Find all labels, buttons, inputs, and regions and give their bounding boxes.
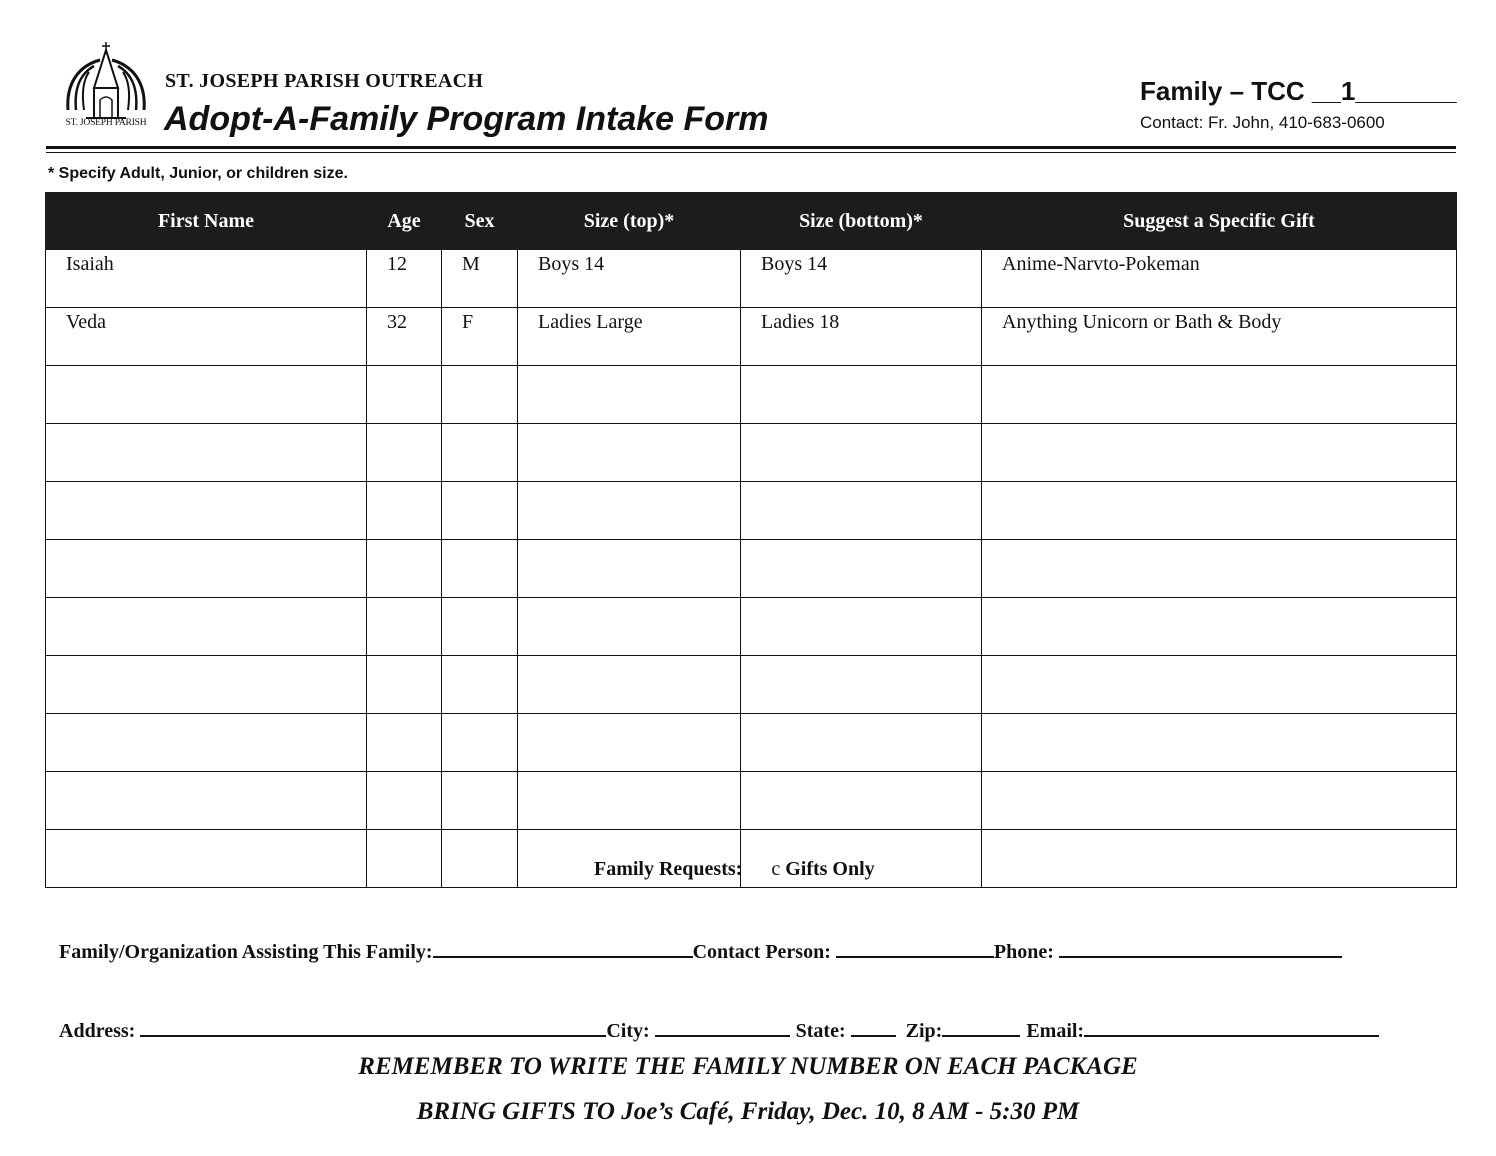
zip-label: Zip: xyxy=(905,1020,943,1042)
gifts-only-label: Gifts Only xyxy=(785,858,875,880)
header-divider xyxy=(46,146,1456,149)
cell-size-bottom[interactable] xyxy=(741,366,982,424)
cell-gift[interactable] xyxy=(982,424,1457,482)
cell-gift[interactable]: Anime-Narvto-Pokeman xyxy=(982,250,1457,308)
cell-first-name[interactable] xyxy=(46,714,367,772)
column-header-age: Age xyxy=(367,193,442,250)
cell-size-top[interactable] xyxy=(518,598,741,656)
zip-field[interactable] xyxy=(942,1015,1020,1037)
cell-size-bottom[interactable] xyxy=(741,424,982,482)
cell-size-top[interactable] xyxy=(518,772,741,830)
cell-first-name[interactable] xyxy=(46,656,367,714)
family-members-table xyxy=(45,192,1457,888)
cell-size-bottom[interactable] xyxy=(741,540,982,598)
cell-gift[interactable] xyxy=(982,714,1457,772)
city-label: City: xyxy=(606,1020,650,1042)
table-row xyxy=(46,714,1457,772)
cell-sex[interactable]: F xyxy=(442,308,518,366)
assisting-family-label: Family/Organization Assisting This Family: xyxy=(59,941,433,963)
family-number: Family – TCC __1_______ xyxy=(1140,76,1457,106)
column-header-first-name: First Name xyxy=(46,193,367,250)
cell-gift[interactable] xyxy=(982,598,1457,656)
cell-size-bottom[interactable]: Ladies 18 xyxy=(741,308,982,366)
cell-first-name[interactable] xyxy=(46,482,367,540)
phone-label: Phone: xyxy=(993,941,1054,963)
cell-size-bottom[interactable] xyxy=(741,482,982,540)
contact-person-label: Contact Person: xyxy=(692,941,831,963)
size-note: * Specify Adult, Junior, or children size. xyxy=(48,165,348,182)
email-label: Email: xyxy=(1026,1020,1085,1042)
contact-info: Contact: Fr. John, 410-683-0600 xyxy=(1140,113,1385,132)
gifts-only-checkbox[interactable]: c xyxy=(771,858,781,880)
table-header-row xyxy=(46,193,1457,250)
cell-size-top[interactable]: Ladies Large xyxy=(518,308,741,366)
cell-first-name[interactable] xyxy=(46,540,367,598)
cell-age[interactable] xyxy=(367,424,442,482)
column-header-gift: Suggest a Specific Gift xyxy=(982,193,1457,250)
table-row xyxy=(46,540,1457,598)
state-label: State: xyxy=(795,1020,846,1042)
cell-age[interactable] xyxy=(367,714,442,772)
cell-first-name[interactable] xyxy=(46,830,367,888)
table-row xyxy=(46,482,1457,540)
cell-size-bottom[interactable]: Boys 14 xyxy=(741,250,982,308)
cell-gift[interactable] xyxy=(982,366,1457,424)
cell-age[interactable] xyxy=(367,772,442,830)
email-field[interactable] xyxy=(1084,1015,1379,1037)
cell-sex[interactable] xyxy=(442,424,518,482)
cell-first-name[interactable] xyxy=(46,424,367,482)
cell-first-name[interactable]: Veda xyxy=(46,308,367,366)
column-header-sex: Sex xyxy=(442,193,518,250)
city-field[interactable] xyxy=(655,1015,790,1037)
cell-gift[interactable] xyxy=(982,772,1457,830)
table-row xyxy=(46,772,1457,830)
cell-age[interactable]: 12 xyxy=(367,250,442,308)
column-header-size-bottom: Size (bottom)* xyxy=(741,193,982,250)
cell-sex[interactable] xyxy=(442,714,518,772)
cell-size-bottom[interactable] xyxy=(741,772,982,830)
drop-off-notice: BRING GIFTS TO Joe’s Café, Friday, Dec. 10, 8 AM - 5:30 PM xyxy=(416,1098,1080,1125)
cell-size-bottom[interactable] xyxy=(741,656,982,714)
cell-size-top[interactable] xyxy=(518,424,741,482)
cell-sex[interactable] xyxy=(442,482,518,540)
table-row xyxy=(46,308,1457,366)
remember-notice: REMEMBER TO WRITE THE FAMILY NUMBER ON EACH PACKAGE xyxy=(358,1053,1138,1080)
cell-size-top[interactable] xyxy=(518,540,741,598)
header-divider-thin xyxy=(46,152,1456,153)
cell-age[interactable] xyxy=(367,482,442,540)
cell-first-name[interactable] xyxy=(46,598,367,656)
cell-sex[interactable]: M xyxy=(442,250,518,308)
cell-age[interactable] xyxy=(367,598,442,656)
table-row xyxy=(46,366,1457,424)
contact-person-field[interactable] xyxy=(836,936,994,958)
table-row xyxy=(46,656,1457,714)
table-row xyxy=(46,598,1457,656)
cell-age[interactable] xyxy=(367,830,442,888)
cell-size-top[interactable] xyxy=(518,482,741,540)
requests-label: Family Requests: xyxy=(594,858,743,880)
cell-size-bottom[interactable] xyxy=(741,598,982,656)
cell-sex[interactable] xyxy=(442,830,518,888)
assisting-family-field[interactable] xyxy=(433,936,693,958)
form-title: Adopt-A-Family Program Intake Form xyxy=(164,100,769,138)
address-line xyxy=(59,1015,1379,1043)
cell-gift[interactable]: Anything Unicorn or Bath & Body xyxy=(982,308,1457,366)
table-row xyxy=(46,250,1457,308)
table-row xyxy=(46,424,1457,482)
cell-age[interactable] xyxy=(367,540,442,598)
cell-gift[interactable] xyxy=(982,830,1457,888)
state-field[interactable] xyxy=(851,1015,896,1037)
cell-gift[interactable] xyxy=(982,656,1457,714)
cell-first-name[interactable]: Isaiah xyxy=(46,250,367,308)
logo-caption: ST. JOSEPH PARISH xyxy=(65,118,147,128)
cell-first-name[interactable] xyxy=(46,772,367,830)
cell-gift[interactable] xyxy=(982,540,1457,598)
cell-sex[interactable] xyxy=(442,540,518,598)
cell-sex[interactable] xyxy=(442,656,518,714)
cell-first-name[interactable] xyxy=(46,366,367,424)
cell-size-top[interactable] xyxy=(518,656,741,714)
assisting-family-line xyxy=(59,936,1342,964)
cell-size-top[interactable] xyxy=(518,714,741,772)
cell-size-top[interactable]: Boys 14 xyxy=(518,250,741,308)
cell-age[interactable] xyxy=(367,366,442,424)
address-field[interactable] xyxy=(140,1015,606,1037)
family-requests xyxy=(594,858,875,881)
address-label: Address: xyxy=(59,1020,136,1042)
phone-field[interactable] xyxy=(1059,936,1342,958)
organization-name: ST. JOSEPH PARISH OUTREACH xyxy=(165,70,484,92)
cell-size-top[interactable] xyxy=(518,366,741,424)
cell-gift[interactable] xyxy=(982,482,1457,540)
cell-age[interactable] xyxy=(367,656,442,714)
cell-sex[interactable] xyxy=(442,366,518,424)
cell-age[interactable]: 32 xyxy=(367,308,442,366)
cell-sex[interactable] xyxy=(442,772,518,830)
cell-sex[interactable] xyxy=(442,598,518,656)
column-header-size-top: Size (top)* xyxy=(518,193,741,250)
cell-size-bottom[interactable] xyxy=(741,714,982,772)
